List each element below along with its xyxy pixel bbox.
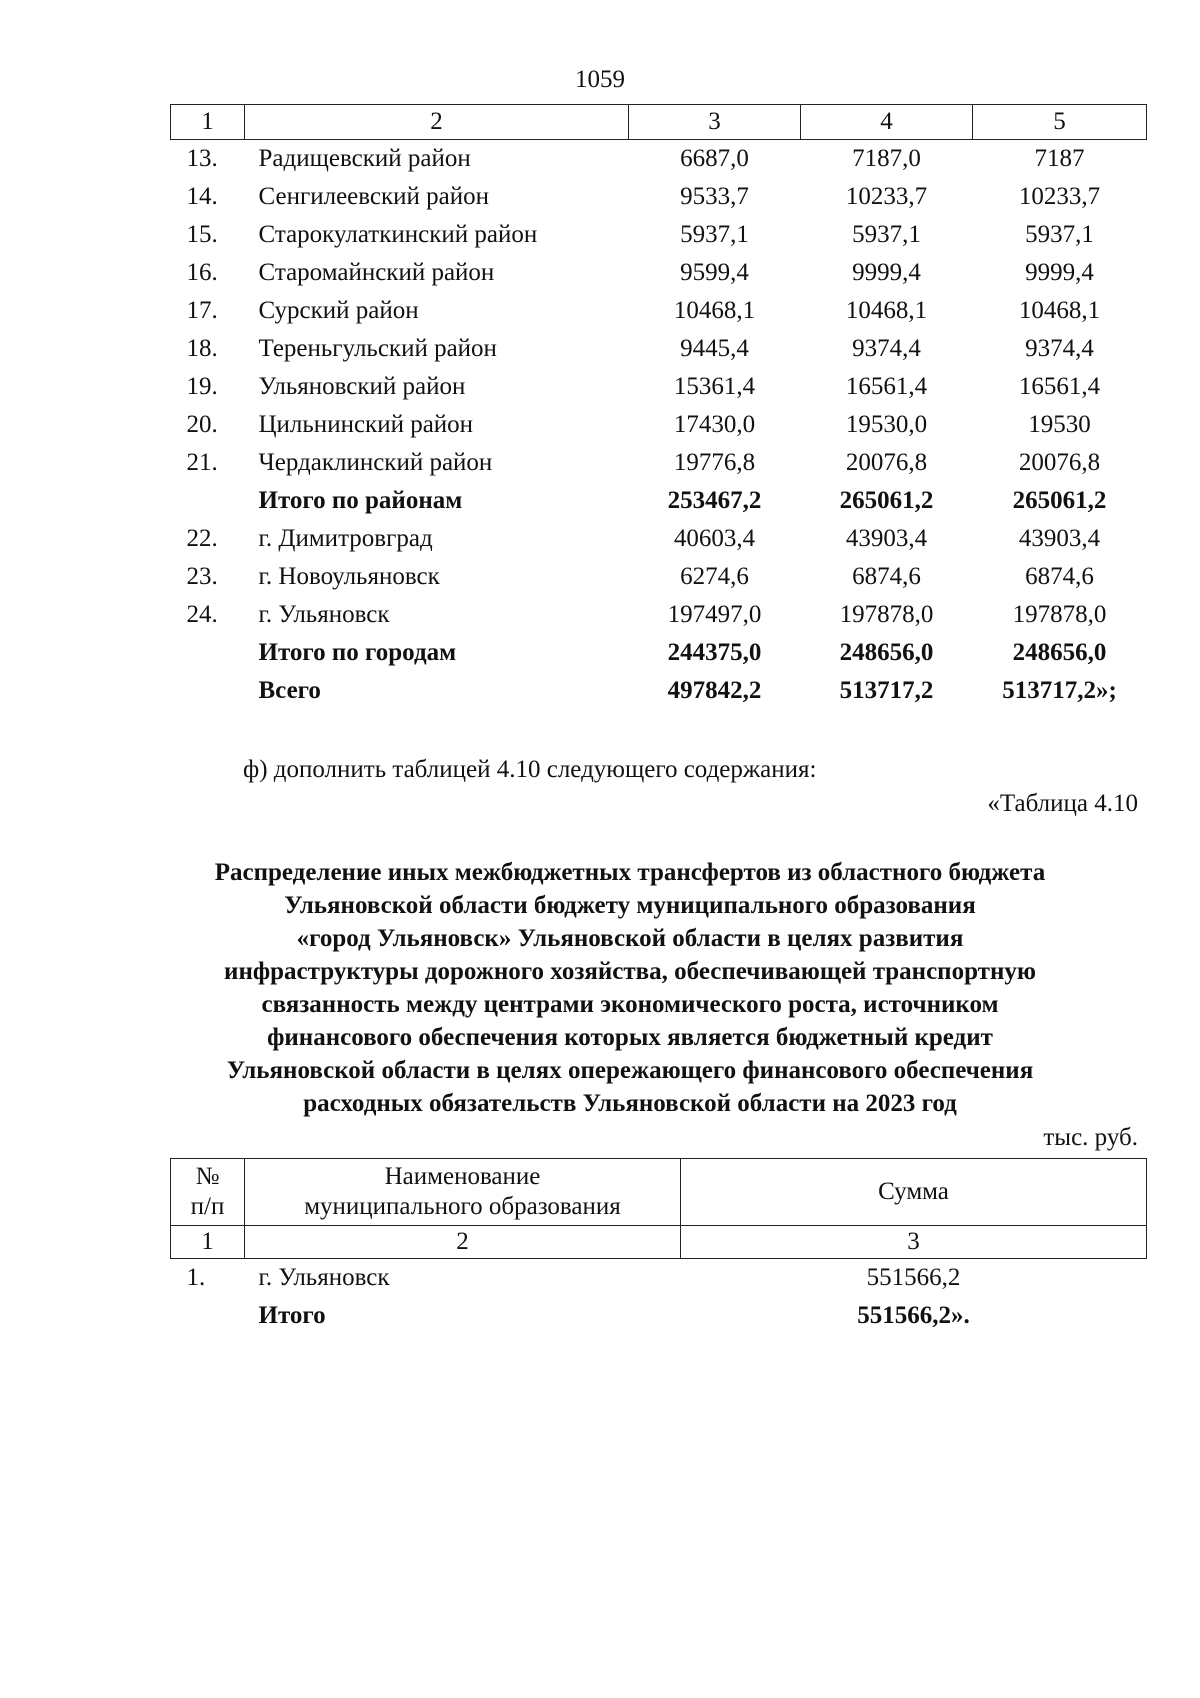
table-index-row: [171, 1226, 1147, 1259]
column-index-1: 1: [171, 1226, 245, 1259]
table-header-row: [171, 105, 1147, 140]
value-col-4: 197878,0: [839, 601, 934, 628]
heading-line: связанность между центрами экономического роста, источником: [261, 991, 999, 1018]
table-row: [171, 520, 1147, 558]
municipality-name: Итого: [258, 1302, 326, 1329]
row-number: [171, 482, 245, 520]
header-line: Наименование: [384, 1163, 541, 1190]
heading-line: расходных обязательств Ульяновской области на 2023 год: [303, 1090, 957, 1117]
heading-line: Ульяновской области в целях опережающего финансового обеспечения: [226, 1057, 1034, 1084]
table-row: [171, 330, 1147, 368]
row-number: 13.: [186, 145, 218, 172]
value-col-4: 6874,6: [852, 563, 921, 590]
table-row: [171, 406, 1147, 444]
row-number: 24.: [186, 601, 218, 628]
table-row: [171, 558, 1147, 596]
value-col-5: 265061,2: [1012, 487, 1107, 514]
heading-line: финансового обеспечения которых является бюджетный кредит: [267, 1024, 993, 1051]
value-col-4: 43903,4: [845, 525, 928, 552]
value-col-4: 10233,7: [845, 183, 928, 210]
column-index-2: 2: [245, 105, 629, 140]
value-col-3: 6687,0: [680, 145, 749, 172]
table-row: [171, 1297, 1147, 1335]
value-col-4: 9999,4: [852, 259, 921, 286]
value-col-3: 9445,4: [680, 335, 749, 362]
value-col-4: 7187,0: [852, 145, 921, 172]
header-line: п/п: [190, 1193, 225, 1220]
municipality-name: Итого по районам: [258, 487, 463, 514]
row-number: [171, 1297, 245, 1335]
municipality-name: г. Димитровград: [258, 525, 433, 552]
value-col-3: 9599,4: [680, 259, 749, 286]
row-number: 22.: [186, 525, 218, 552]
municipality-name: Итого по городам: [258, 639, 457, 666]
value-col-3: 9533,7: [680, 183, 749, 210]
value-col-5: 9999,4: [1025, 259, 1094, 286]
value-col-3: 5937,1: [680, 221, 749, 248]
municipality-name: г. Ульяновск: [258, 601, 390, 628]
value-col-5: 9374,4: [1025, 335, 1094, 362]
value-col-3: 253467,2: [667, 487, 762, 514]
table-header-row: [171, 1159, 1147, 1226]
row-number: [171, 634, 245, 672]
municipality-name: Радищевский район: [258, 145, 471, 172]
municipality-name: г. Ульяновск: [258, 1264, 390, 1291]
sum-value: 551566,2».: [857, 1302, 970, 1329]
municipality-name: Сенгилеевский район: [258, 183, 490, 210]
table-row: [171, 216, 1147, 254]
value-col-3: 197497,0: [667, 601, 762, 628]
row-number: 23.: [186, 563, 218, 590]
value-col-5: 7187: [1034, 145, 1085, 172]
municipality-name: Ульяновский район: [258, 373, 466, 400]
municipality-name: Тереньгульский район: [258, 335, 497, 362]
column-index-5: 5: [973, 105, 1147, 140]
value-col-5: 5937,1: [1025, 221, 1094, 248]
value-col-5: 43903,4: [1018, 525, 1101, 552]
table-row: [171, 634, 1147, 672]
page-number: 1059: [575, 66, 625, 93]
header-line: муниципального образования: [304, 1193, 621, 1220]
row-number: 15.: [186, 221, 218, 248]
value-col-3: 19776,8: [673, 449, 756, 476]
value-col-4: 5937,1: [852, 221, 921, 248]
value-col-5: 513717,2»;: [1002, 677, 1117, 704]
value-col-3: 244375,0: [667, 639, 762, 666]
value-col-3: 40603,4: [673, 525, 756, 552]
municipality-name: Сурский район: [258, 297, 419, 324]
table-caption: «Таблица 4.10: [987, 790, 1138, 817]
table-row: [171, 672, 1147, 710]
header-line: №: [195, 1163, 220, 1190]
table-row: [171, 368, 1147, 406]
row-number: 18.: [186, 335, 218, 362]
column-index-1: 1: [171, 105, 245, 140]
value-col-5: 6874,6: [1025, 563, 1094, 590]
municipality-name: Всего: [258, 677, 321, 704]
row-number: 19.: [186, 373, 218, 400]
row-number: 17.: [186, 297, 218, 324]
units-label: тыс. руб.: [1043, 1124, 1138, 1151]
municipality-name: Чердаклинский район: [258, 449, 493, 476]
table-row: [171, 178, 1147, 216]
municipality-name: г. Новоульяновск: [258, 563, 440, 590]
column-index-2: 2: [245, 1226, 681, 1259]
column-index-4: 4: [801, 105, 973, 140]
table-row: [171, 1259, 1147, 1298]
table-row: [171, 292, 1147, 330]
municipality-name: Старокулаткинский район: [258, 221, 538, 248]
row-number: [171, 672, 245, 710]
transfers-table: [170, 1158, 1147, 1335]
table-heading: [140, 856, 1120, 1120]
heading-line: «город Ульяновск» Ульяновской области в целях развития: [296, 925, 964, 952]
value-col-4: 19530,0: [845, 411, 928, 438]
value-col-4: 16561,4: [845, 373, 928, 400]
column-header-name: [245, 1159, 681, 1226]
row-number: 21.: [186, 449, 218, 476]
column-index-3: 3: [681, 1226, 1147, 1259]
value-col-5: 197878,0: [1012, 601, 1107, 628]
value-col-5: 20076,8: [1018, 449, 1101, 476]
value-col-4: 248656,0: [839, 639, 934, 666]
value-col-5: 248656,0: [1012, 639, 1107, 666]
table-row: [171, 254, 1147, 292]
row-number: 16.: [186, 259, 218, 286]
municipal-districts-table: [170, 104, 1147, 710]
row-number: 14.: [186, 183, 218, 210]
value-col-3: 17430,0: [673, 411, 756, 438]
column-header-number: [171, 1159, 245, 1226]
value-col-3: 6274,6: [680, 563, 749, 590]
table-row: [171, 596, 1147, 634]
heading-line: Распределение иных межбюджетных трансфертов из областного бюджета: [214, 859, 1046, 886]
value-col-4: 9374,4: [852, 335, 921, 362]
value-col-5: 16561,4: [1018, 373, 1101, 400]
value-col-4: 265061,2: [839, 487, 934, 514]
value-col-5: 19530: [1028, 411, 1091, 438]
heading-line: Ульяновской области бюджету муниципального образования: [284, 892, 976, 919]
value-col-3: 497842,2: [667, 677, 762, 704]
instruction-text: ф) дополнить таблицей 4.10 следующего содержания:: [243, 756, 817, 783]
value-col-4: 10468,1: [845, 297, 928, 324]
municipality-name: Старомайнский район: [258, 259, 495, 286]
value-col-3: 15361,4: [673, 373, 756, 400]
value-col-4: 513717,2: [839, 677, 934, 704]
value-col-3: 10468,1: [673, 297, 756, 324]
municipality-name: Цильнинский район: [258, 411, 474, 438]
table-row: [171, 140, 1147, 179]
value-col-5: 10233,7: [1018, 183, 1101, 210]
table-row: [171, 482, 1147, 520]
column-index-3: 3: [629, 105, 801, 140]
table-row: [171, 444, 1147, 482]
heading-line: инфраструктуры дорожного хозяйства, обеспечивающей транспортную: [224, 958, 1036, 985]
sum-value: 551566,2: [866, 1264, 961, 1291]
row-number: 1.: [186, 1264, 206, 1291]
value-col-5: 10468,1: [1018, 297, 1101, 324]
row-number: 20.: [186, 411, 218, 438]
column-header-sum: Сумма: [681, 1159, 1147, 1226]
value-col-4: 20076,8: [845, 449, 928, 476]
